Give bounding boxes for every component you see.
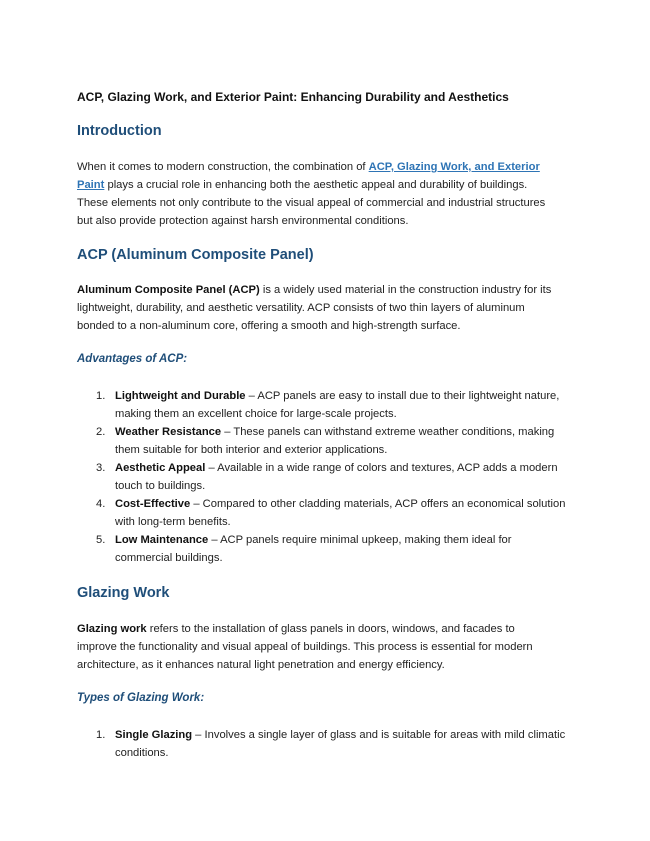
acp-heading: ACP (Aluminum Composite Panel): [77, 247, 314, 263]
list-item: [96, 495, 566, 531]
list-item-title: Weather Resistance: [115, 426, 222, 438]
list-item-title: Single Glazing: [115, 729, 193, 741]
acp-glazing-paint-link[interactable]: ACP, Glazing Work, and Exterior Paint: [77, 161, 540, 191]
list-item-text: – Involves a single layer of glass and is suitable for areas with mild climatic conditions.: [115, 729, 566, 759]
introduction-heading: Introduction: [77, 123, 162, 139]
list-number: 1.: [96, 729, 106, 741]
list-item-title: Low Maintenance: [115, 534, 209, 546]
list-item: [96, 387, 566, 423]
acp-intro-bold: Aluminum Composite Panel (ACP): [77, 284, 260, 296]
list-item-text: – Compared to other cladding materials, ACP offers an economical solution with long-term benefits.: [115, 498, 566, 528]
acp-advantages-list: [96, 387, 566, 567]
glazing-heading: Glazing Work: [77, 585, 170, 601]
list-item-title: Cost-Effective: [115, 498, 191, 510]
glazing-intro-bold: Glazing work: [77, 623, 147, 635]
introduction-paragraph: [77, 158, 557, 230]
introduction-text-end: plays a crucial role in enhancing both the aesthetic appeal and durability of buildings. These elements not only contribute to the visual appeal of commercial and industrial structures but also provide protection against harsh environmental conditions.: [77, 179, 546, 227]
list-item-title: Aesthetic Appeal: [115, 462, 206, 474]
list-item-text: – ACP panels require minimal upkeep, making them ideal for commercial buildings.: [115, 534, 512, 564]
list-item-text: – Available in a wide range of colors and textures, ACP adds a modern touch to buildings.: [115, 462, 558, 492]
list-number: 4.: [96, 498, 106, 510]
list-number: 5.: [96, 534, 106, 546]
list-number: 3.: [96, 462, 106, 474]
list-item: [96, 423, 566, 459]
acp-intro-text: is a widely used material in the construction industry for its lightweight, durability, and aesthetic versatility. ACP consists of two thin layers of aluminum bonded to a non-aluminum core, offering a smooth and high-strength surface.: [77, 284, 552, 332]
introduction-text-start: When it comes to modern construction, the combination of: [77, 161, 369, 173]
acp-intro-paragraph: [77, 281, 557, 335]
glazing-types-heading: Types of Glazing Work:: [77, 692, 205, 704]
list-number: 1.: [96, 390, 106, 402]
list-number: 2.: [96, 426, 106, 438]
list-item: [96, 459, 566, 495]
acp-advantages-heading: Advantages of ACP:: [77, 353, 188, 365]
list-item-title: Lightweight and Durable: [115, 390, 246, 402]
document-title: ACP, Glazing Work, and Exterior Paint: Enhancing Durability and Aesthetics: [77, 90, 509, 104]
glazing-types-list: [96, 726, 566, 762]
list-item: [96, 531, 566, 567]
glazing-intro-paragraph: [77, 620, 557, 674]
glazing-intro-text: refers to the installation of glass panels in doors, windows, and facades to improve the functionality and visual appeal of buildings. This process is essential for modern architecture, as it enhances natural light penetration and energy efficiency.: [77, 623, 533, 671]
list-item: [96, 726, 566, 762]
list-item-text: – ACP panels are easy to install due to their lightweight nature, making them an excellent choice for large-scale projects.: [115, 390, 560, 420]
list-item-text: – These panels can withstand extreme weather conditions, making them suitable for both interior and exterior applications.: [115, 426, 555, 456]
